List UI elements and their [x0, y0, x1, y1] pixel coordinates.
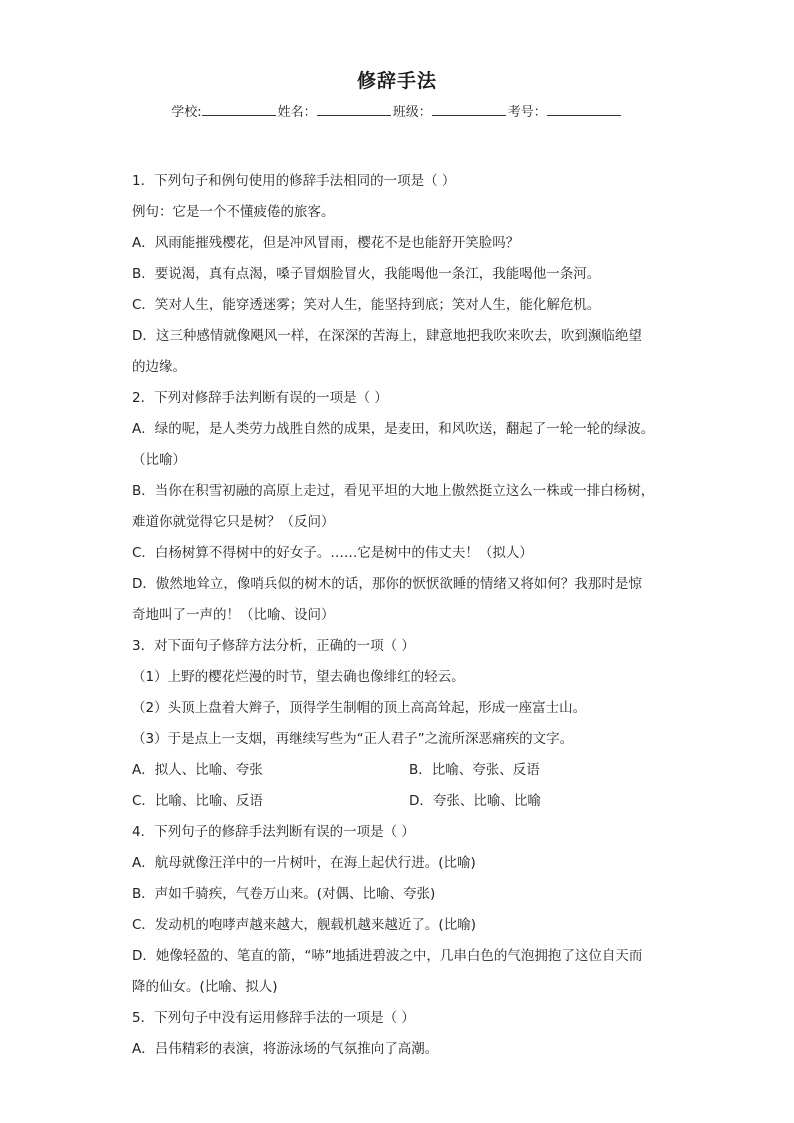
q2-option-d[interactable]: D．傲然地耸立，像哨兵似的树木的话，那你的恹恹欲睡的情绪又将如何？我那时是惊 [132, 576, 642, 592]
q4-option-d[interactable]: D．她像轻盈的、笔直的箭，“哧”地插进碧波之中，几串白色的气泡拥抱了这位自天而 [132, 948, 643, 964]
class-label: 班级： [392, 105, 432, 120]
q3-options-row-2 [132, 786, 677, 817]
q4-option-d-cont[interactable]: 降的仙女。(比喻、拟人) [132, 979, 278, 995]
q3-option-b[interactable]: B．比喻、夸张、反语 [409, 762, 540, 778]
question-list [132, 166, 677, 1065]
q1-stem: 1．下列句子和例句使用的修辞手法相同的一项是（ ） [132, 173, 456, 189]
q5-stem: 5．下列句子中没有运用修辞手法的一项是（ ） [132, 1010, 415, 1026]
name-label: 姓名： [277, 105, 317, 120]
q3-option-c[interactable]: C．比喻、比喻、反语 [132, 793, 263, 809]
q4-option-c[interactable]: C．发动机的咆哮声越来越大，舰载机越来越近了。(比喻) [132, 917, 476, 933]
student-info-line [0, 101, 794, 120]
name-blank[interactable] [317, 103, 391, 116]
school-label: 学校: [171, 105, 202, 120]
q3-option-d[interactable]: D．夸张、比喻、比喻 [409, 793, 541, 809]
q2-stem: 2．下列对修辞手法判断有误的一项是（ ） [132, 390, 388, 406]
school-blank[interactable] [202, 103, 276, 116]
number-blank[interactable] [547, 103, 621, 116]
q3-sentence-1: （1）上野的樱花烂漫的时节，望去确也像绯红的轻云。 [132, 669, 465, 685]
q4-option-a[interactable]: A．航母就像汪洋中的一片树叶，在海上起伏行进。(比喻) [132, 855, 476, 871]
q1-option-d-cont[interactable]: 的边缘。 [132, 359, 186, 375]
q3-option-a[interactable]: A．拟人、比喻、夸张 [132, 762, 263, 778]
q1-option-b[interactable]: B．要说渴，真有点渴，嗓子冒烟脸冒火，我能喝他一条江，我能喝他一条河。 [132, 266, 601, 282]
q1-option-c[interactable]: C．笑对人生，能穿透迷雾；笑对人生，能坚持到底；笑对人生，能化解危机。 [132, 297, 601, 313]
q4-option-b[interactable]: B．声如千骑疾，气卷万山来。(对偶、比喻、夸张) [132, 886, 436, 902]
class-blank[interactable] [432, 103, 506, 116]
q4-stem: 4．下列句子的修辞手法判断有误的一项是（ ） [132, 824, 415, 840]
q2-option-a-cont[interactable]: （比喻） [132, 452, 186, 468]
q1-example: 例句：它是一个不懂疲倦的旅客。 [132, 204, 335, 220]
q2-option-c[interactable]: C．白杨树算不得树中的好女子。……它是树中的伟丈夫！（拟人） [132, 545, 533, 561]
q3-sentence-3: （3）于是点上一支烟，再继续写些为“正人君子”之流所深恶痛疾的文字。 [132, 731, 574, 747]
q3-stem: 3．对下面句子修辞方法分析，正确的一项（ ） [132, 638, 415, 654]
q5-option-a[interactable]: A．吕伟精彩的表演，将游泳场的气氛推向了高潮。 [132, 1041, 439, 1057]
q3-options-row-1 [132, 755, 677, 786]
q3-sentence-2: （2）头顶上盘着大辫子，顶得学生制帽的顶上高高耸起，形成一座富士山。 [132, 700, 587, 716]
page-title: 修辞手法 [356, 70, 437, 92]
q2-option-b[interactable]: B．当你在积雪初融的高原上走过，看见平坦的大地上傲然挺立这么一株或一排白杨树， [132, 483, 655, 499]
q2-option-b-cont[interactable]: 难道你就觉得它只是树？（反问） [132, 514, 335, 530]
q1-option-a[interactable]: A．风雨能摧残樱花，但是冲风冒雨，樱花不是也能舒开笑脸吗？ [132, 235, 520, 251]
q2-option-a[interactable]: A．绿的呢，是人类劳力战胜自然的成果，是麦田，和风吹送，翻起了一轮一轮的绿波。 [132, 421, 655, 437]
q2-option-d-cont[interactable]: 奇地叫了一声的！（比喻、设问） [132, 607, 335, 623]
number-label: 考号： [507, 105, 547, 120]
q1-option-d[interactable]: D．这三种感情就像飓风一样，在深深的苦海上，肆意地把我吹来吹去，吹到濒临绝望 [132, 328, 642, 344]
